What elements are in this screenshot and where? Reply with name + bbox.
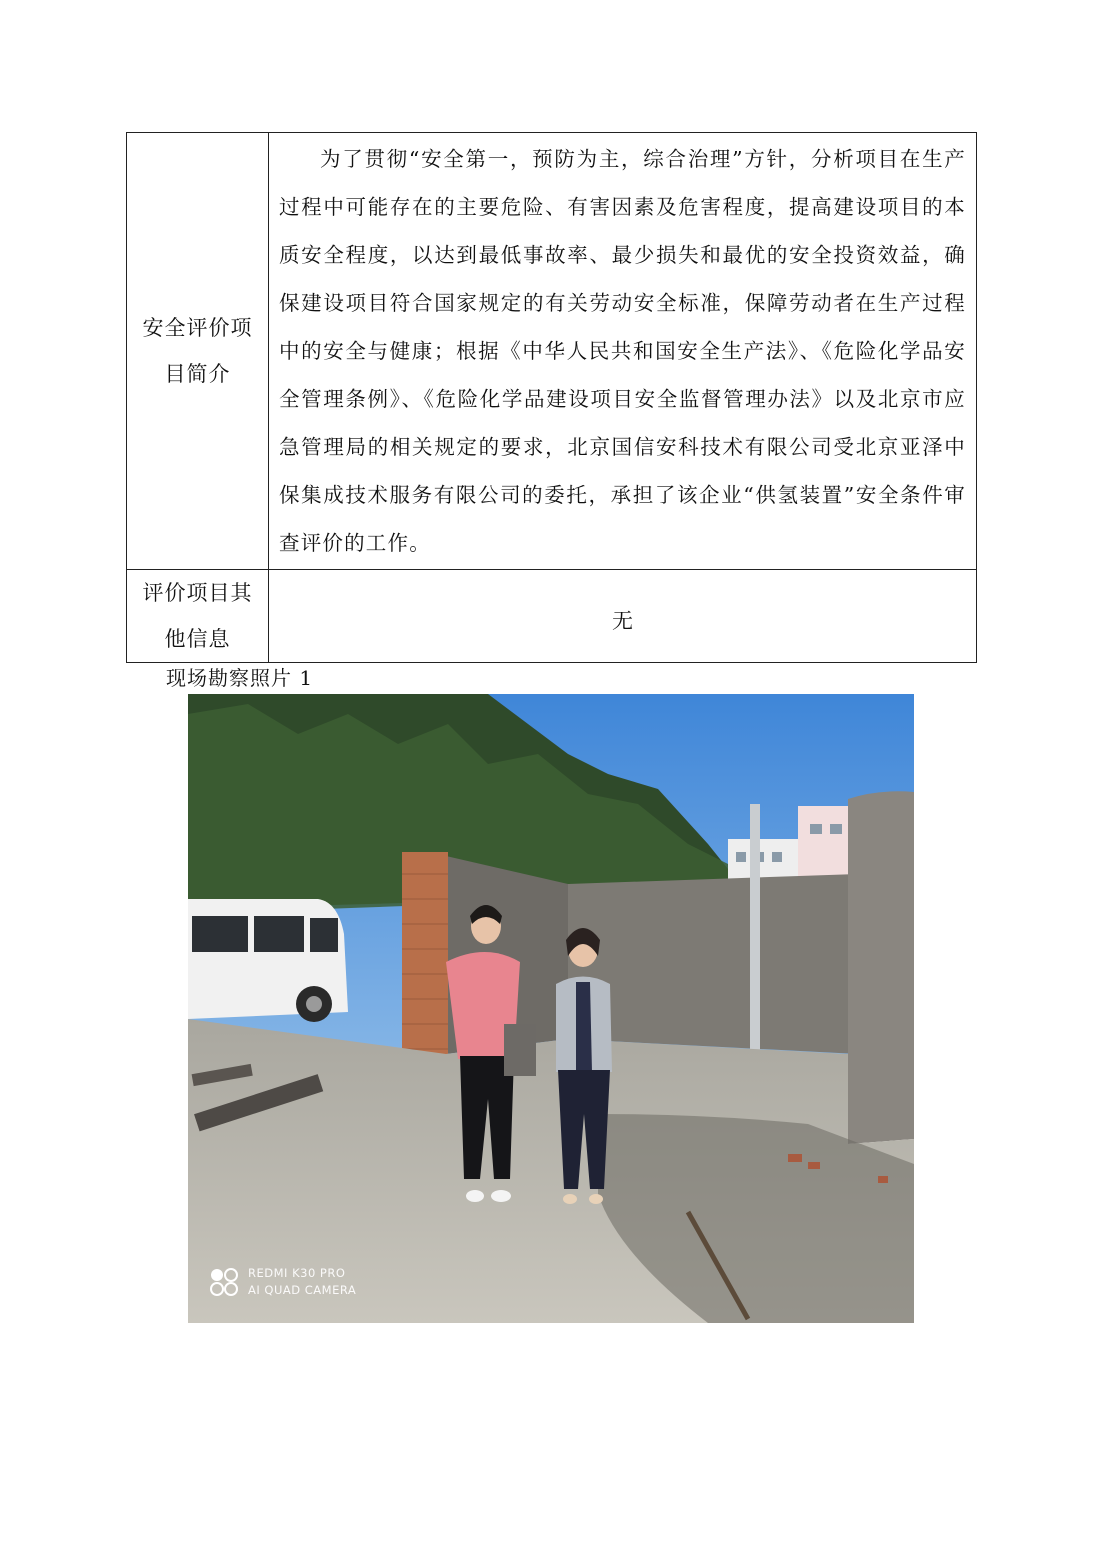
intro-text-cell <box>269 133 977 570</box>
table-row-intro <box>127 133 977 570</box>
photo-caption: 现场勘察照片 1 <box>166 666 314 690</box>
other-label-cell <box>127 570 269 663</box>
site-photo <box>188 694 914 1323</box>
intro-label: 安全评价项目简介 <box>142 316 253 386</box>
watermark-text <box>248 1265 356 1299</box>
camera-lens-icon <box>210 1267 238 1297</box>
other-value: 无 <box>612 609 633 633</box>
other-label: 评价项目其他信息 <box>142 581 253 651</box>
site-photo-illustration <box>188 694 914 1323</box>
other-value-cell <box>269 570 977 663</box>
watermark-line-2: AI QUAD CAMERA <box>248 1283 357 1297</box>
intro-text: 为了贯彻“安全第一，预防为主，综合治理”方针，分析项目在生产过程中可能存在的主要危险、有害因素及危害程度，提高建设项目的本质安全程度，以达到最低事故率、最少损失和最优的安全投资效益，确保建设项目符合国家规定的有关劳动安全标准，保障劳动者在生产过程中的安全与健康；根据《中华人民共和国安全生产法》、《危险化学品安全管理条例》、《危险化学品建设项目安全监督管理办法》以及北京市应急管理局的相关规定的要求，北京国信安科技术有限公司受北京亚泽中保集成技术服务有限公司的委托，承担了该企业“供氢装置”安全条件审查评价的工作。 <box>279 147 966 555</box>
project-info-table <box>126 132 977 663</box>
watermark-line-1: REDMI K30 PRO <box>248 1266 346 1280</box>
table-row-other <box>127 570 977 663</box>
intro-label-cell <box>127 133 269 570</box>
camera-watermark <box>210 1265 356 1299</box>
